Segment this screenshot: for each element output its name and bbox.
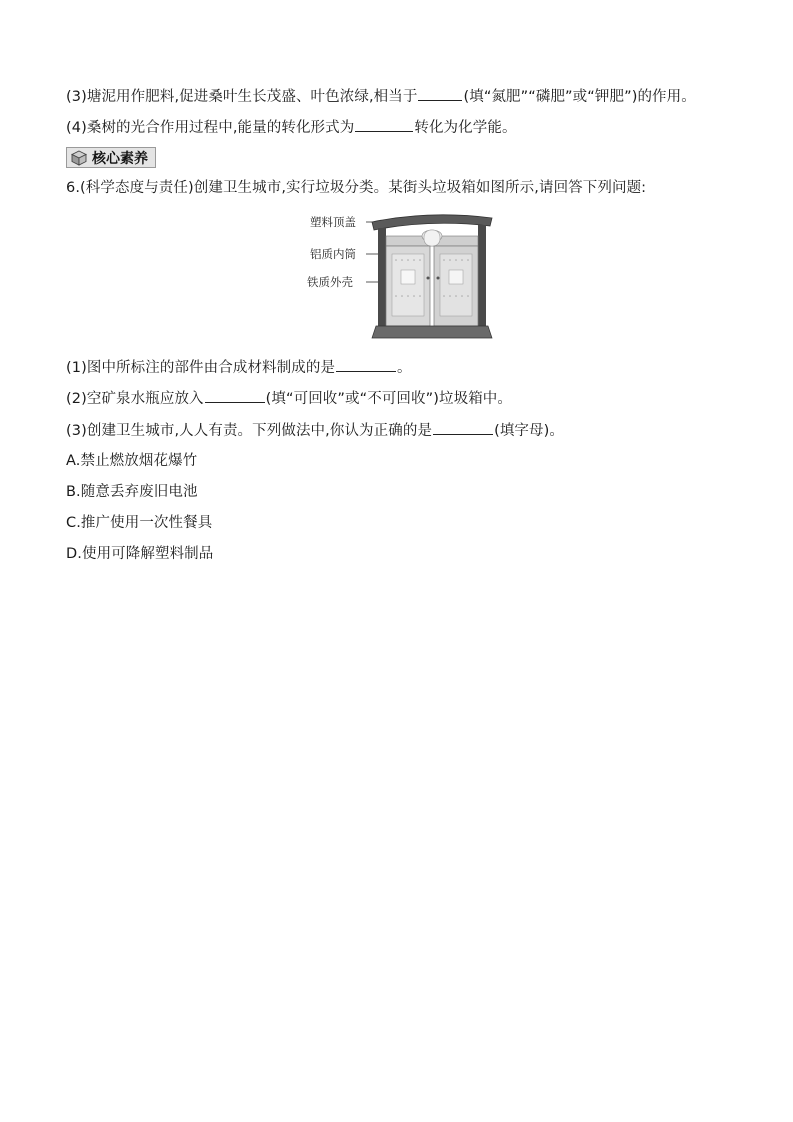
option-c[interactable]: C.推广使用一次性餐具 bbox=[66, 515, 213, 531]
option-a[interactable]: A.禁止燃放烟花爆竹 bbox=[66, 453, 198, 469]
option-b[interactable]: B.随意丢弃废旧电池 bbox=[66, 484, 198, 500]
answer-blank[interactable] bbox=[205, 388, 265, 403]
answer-blank[interactable] bbox=[336, 357, 396, 372]
question-6-stem: 6.(科学态度与责任)创建卫生城市,实行垃圾分类。某街头垃圾箱如图所示,请回答下列问题: bbox=[66, 180, 647, 196]
figure-label-plastic-lid: 塑料顶盖 bbox=[310, 215, 356, 229]
figure-label-iron-shell: 铁质外壳 bbox=[307, 275, 353, 289]
q6-3-text-after: (填字母)。 bbox=[494, 423, 564, 439]
question-6-2 bbox=[66, 388, 512, 409]
q3-text-after: (填“氮肥”“磷肥”或“钾肥”)的作用。 bbox=[463, 89, 696, 105]
question-6-1 bbox=[66, 357, 412, 378]
question-4 bbox=[66, 117, 517, 138]
cube-icon bbox=[70, 150, 88, 166]
answer-blank[interactable] bbox=[355, 117, 413, 132]
answer-blank[interactable] bbox=[433, 420, 493, 435]
option-d[interactable]: D.使用可降解塑料制品 bbox=[66, 546, 214, 562]
figure-label-aluminum-inner: 铝质内筒 bbox=[310, 247, 356, 261]
q6-1-text-before: (1)图中所标注的部件由合成材料制成的是 bbox=[66, 360, 336, 376]
q3-text-before: (3)塘泥用作肥料,促进桑叶生长茂盛、叶色浓绿,相当于 bbox=[66, 89, 418, 105]
answer-blank[interactable] bbox=[418, 86, 462, 101]
q6-2-text-before: (2)空矿泉水瓶应放入 bbox=[66, 391, 204, 407]
section-header bbox=[66, 147, 156, 168]
question-3 bbox=[66, 86, 696, 107]
q4-text-after: 转化为化学能。 bbox=[414, 120, 517, 136]
section-title: 核心素养 bbox=[92, 150, 148, 167]
q4-text-before: (4)桑树的光合作用过程中,能量的转化形式为 bbox=[66, 120, 355, 136]
question-6-3 bbox=[66, 420, 564, 441]
q6-2-text-after: (填“可回收”或“不可回收”)垃圾箱中。 bbox=[265, 391, 513, 407]
trash-bin-figure bbox=[300, 208, 500, 348]
q6-3-text-before: (3)创建卫生城市,人人有责。下列做法中,你认为正确的是 bbox=[66, 423, 433, 439]
q6-1-text-after: 。 bbox=[397, 360, 412, 376]
